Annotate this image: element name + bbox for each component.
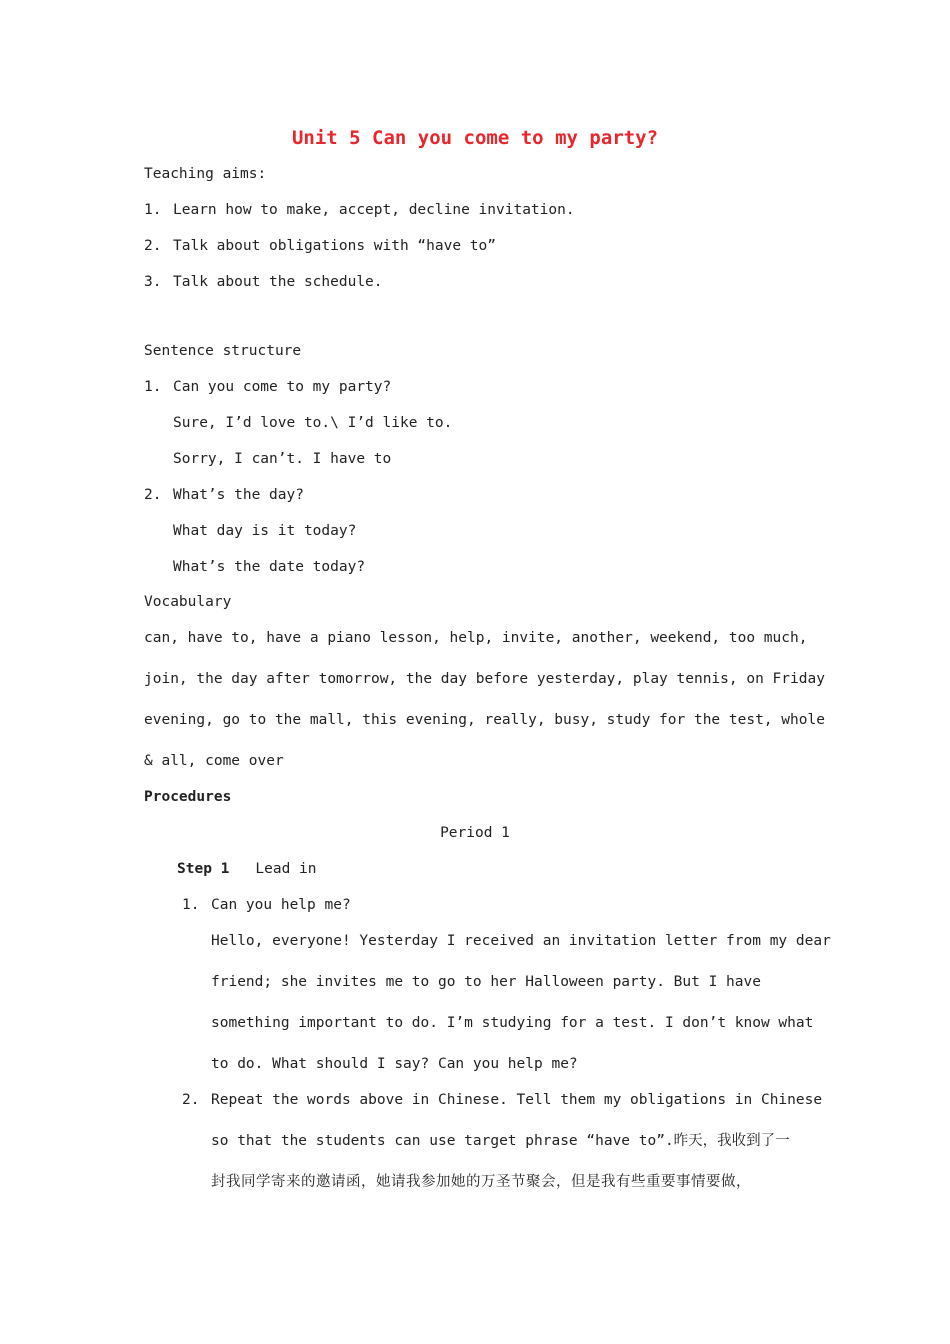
vocabulary-line: can, have to, have a piano lesson, help, invite, another, weekend, too much,: [144, 630, 808, 646]
structure-item-1: [144, 377, 391, 397]
step-text: Lead in: [255, 861, 317, 877]
procedure-number: 1.: [182, 897, 200, 913]
teaching-aims-heading: Teaching aims:: [144, 166, 267, 182]
procedure-line: Hello, everyone! Yesterday I received an invitation letter from my dear: [211, 933, 831, 949]
vocabulary-line: & all, come over: [144, 753, 284, 769]
procedure-line: something important to do. I’m studying for a test. I don’t know what: [211, 1015, 814, 1031]
sentence-structure-heading: Sentence structure: [144, 343, 302, 359]
structure-item-2: [144, 485, 304, 505]
aim-text: Talk about the schedule.: [173, 274, 383, 290]
structure-number: 2.: [144, 487, 162, 503]
procedure-line: to do. What should I say? Can you help me?: [211, 1056, 578, 1072]
procedures-heading: Procedures: [144, 789, 232, 805]
structure-sub-line: Sure, I’d love to.\ I’d like to.: [173, 415, 453, 431]
procedure-title: Can you help me?: [211, 897, 351, 913]
structure-sub-line: What day is it today?: [173, 523, 357, 539]
procedure-text: Repeat the words above in Chinese. Tell them my obligations in Chinese: [211, 1092, 823, 1108]
step-heading: [177, 859, 317, 879]
procedure-item-1: [182, 895, 351, 915]
aim-item-3: [144, 272, 383, 292]
structure-text: Can you come to my party?: [173, 379, 392, 395]
vocabulary-line: evening, go to the mall, this evening, really, busy, study for the test, whole: [144, 712, 825, 728]
procedure-line-chinese: 封我同学寄来的邀请函，她请我参加她的万圣节聚会，但是我有些重要事情要做，: [211, 1174, 751, 1190]
procedure-line: so that the students can use target phrase “have to”.昨天，我收到了一: [211, 1133, 790, 1149]
aim-number: 2.: [144, 238, 162, 254]
structure-number: 1.: [144, 379, 162, 395]
procedure-line: friend; she invites me to go to her Halloween party. But I have: [211, 974, 761, 990]
vocabulary-heading: Vocabulary: [144, 594, 232, 610]
aim-text: Learn how to make, accept, decline invitation.: [173, 202, 575, 218]
procedure-item-2: [182, 1090, 822, 1110]
aim-item-2: [144, 236, 496, 256]
step-label: Step 1: [177, 861, 230, 877]
structure-text: What’s the day?: [173, 487, 304, 503]
structure-sub-line: What’s the date today?: [173, 559, 366, 575]
vocabulary-line: join, the day after tomorrow, the day before yesterday, play tennis, on Friday: [144, 671, 825, 687]
aim-text: Talk about obligations with “have to”: [173, 238, 497, 254]
procedure-number: 2.: [182, 1092, 200, 1108]
aim-item-1: [144, 200, 575, 220]
structure-sub-line: Sorry, I can’t. I have to: [173, 451, 392, 467]
document-title: Unit 5 Can you come to my party?: [291, 127, 659, 149]
period-heading: Period 1: [440, 825, 510, 841]
aim-number: 3.: [144, 274, 162, 290]
aim-number: 1.: [144, 202, 162, 218]
